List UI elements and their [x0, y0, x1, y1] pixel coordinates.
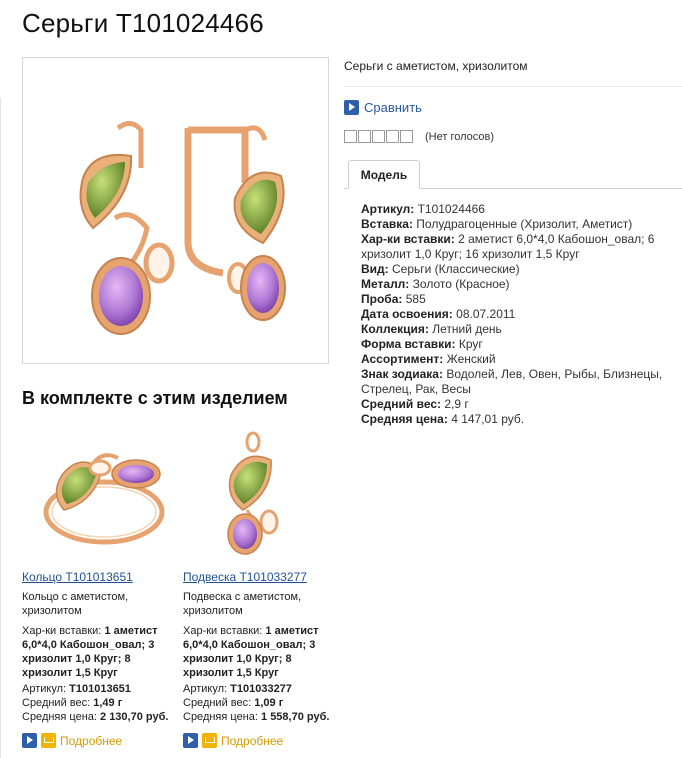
- rating-star-1[interactable]: [344, 130, 357, 143]
- spec-value: 08.07.2011: [456, 307, 516, 321]
- cart-icon[interactable]: [41, 733, 56, 748]
- spec-row: [361, 322, 671, 337]
- weight-label: Средний вес:: [183, 697, 252, 709]
- rating-star-3[interactable]: [372, 130, 385, 143]
- price-label: Средняя цена:: [183, 711, 258, 723]
- product-short-description: Серьги с аметистом, хризолитом: [344, 59, 528, 73]
- spec-value: 2 аметист 6,0*4,0 Кабошон_овал; 6 хризолит 1,0 Круг; 16 хризолит 1,5 Круг: [361, 232, 655, 261]
- spec-key: Знак зодиака:: [361, 367, 443, 381]
- spec-row: [361, 292, 671, 307]
- set-item-meta: [183, 682, 343, 724]
- insert-label: Хар-ки вставки:: [183, 625, 263, 637]
- spec-value: 4 147,01 руб.: [451, 412, 525, 426]
- page-title: Серьги Т101024466: [22, 8, 264, 38]
- price-value: 2 130,70 руб.: [100, 711, 169, 723]
- arrow-right-icon: [344, 100, 359, 115]
- spec-row: [361, 277, 671, 292]
- spec-key: Ассортимент:: [361, 352, 444, 366]
- spec-key: Вид:: [361, 262, 389, 276]
- rating-star-4[interactable]: [386, 130, 399, 143]
- set-item-link[interactable]: Подвеска Т101033277: [183, 570, 307, 584]
- set-item-link[interactable]: Кольцо Т101013651: [22, 570, 133, 584]
- spec-value: Полудрагоценные (Хризолит, Аметист): [416, 217, 633, 231]
- rating-star-5[interactable]: [400, 130, 413, 143]
- spec-value: Золото (Красное): [412, 277, 510, 291]
- spec-row: [361, 397, 671, 412]
- spec-key: Металл:: [361, 277, 410, 291]
- ring-image[interactable]: [22, 430, 177, 558]
- spec-value: Серьги (Классические): [392, 262, 520, 276]
- spec-value: 2,9 г: [444, 397, 469, 411]
- spec-value: Женский: [446, 352, 496, 366]
- spec-row: [361, 367, 671, 397]
- rating-star-2[interactable]: [358, 130, 371, 143]
- spec-value: Водолей, Лев, Овен, Рыбы, Близнецы, Стрелец, Рак, Весы: [361, 367, 663, 396]
- article-label: Артикул:: [183, 683, 228, 695]
- weight-label: Средний вес:: [22, 697, 91, 709]
- article-label: Артикул:: [22, 683, 67, 695]
- spec-row: [361, 307, 671, 322]
- earrings-image: [23, 58, 328, 363]
- spec-list: [361, 202, 671, 427]
- article-value: Т101013651: [69, 683, 131, 695]
- set-item-description: Кольцо с аметистом, хризолитом: [22, 591, 129, 617]
- spec-key: Артикул:: [361, 202, 415, 216]
- spec-row: [361, 232, 671, 262]
- details-link[interactable]: Подробнее: [221, 733, 284, 748]
- arrow-right-icon[interactable]: [183, 733, 198, 748]
- set-item-actions: [183, 733, 283, 748]
- votes-count: (Нет голосов): [425, 130, 495, 143]
- set-item-actions: [22, 733, 122, 748]
- arrow-right-icon[interactable]: [22, 733, 37, 748]
- article-value: Т101033277: [230, 683, 292, 695]
- insert-value: 1 аметист 6,0*4,0 Кабошон_овал; 3 хризолит 1,0 Круг; 8 хризолит 1,5 Круг: [22, 625, 158, 679]
- weight-value: 1,09 г: [254, 697, 284, 709]
- compare-button[interactable]: [344, 99, 422, 115]
- spec-key: Вставка:: [361, 217, 413, 231]
- set-item-insert: [22, 624, 172, 680]
- cart-icon[interactable]: [202, 733, 217, 748]
- set-item-meta: [22, 682, 182, 724]
- spec-key: Средняя цена:: [361, 412, 448, 426]
- compare-label[interactable]: Сравнить: [364, 99, 422, 115]
- spec-row: [361, 217, 671, 232]
- spec-value: Круг: [458, 337, 483, 351]
- spec-row: [361, 412, 671, 427]
- product-photo[interactable]: [22, 57, 329, 364]
- page-left-border: [0, 98, 1, 758]
- spec-key: Хар-ки вставки:: [361, 232, 455, 246]
- spec-row: [361, 262, 671, 277]
- spec-value: Летний день: [432, 322, 502, 336]
- tab-model[interactable]: Модель: [348, 160, 420, 189]
- spec-key: Дата освоения:: [361, 307, 453, 321]
- pendant-image[interactable]: [183, 430, 338, 558]
- spec-value: Т101024466: [417, 202, 485, 216]
- insert-label: Хар-ки вставки:: [22, 625, 102, 637]
- details-link[interactable]: Подробнее: [60, 733, 123, 748]
- rating-widget: [344, 130, 494, 143]
- insert-value: 1 аметист 6,0*4,0 Кабошон_овал; 3 хризолит 1,0 Круг; 8 хризолит 1,5 Круг: [183, 625, 319, 679]
- set-item-insert: [183, 624, 333, 680]
- set-item-description: Подвеска с аметистом, хризолитом: [183, 591, 302, 617]
- price-label: Средняя цена:: [22, 711, 97, 723]
- spec-value: 585: [405, 292, 426, 306]
- spec-row: [361, 202, 671, 217]
- price-value: 1 558,70 руб.: [261, 711, 330, 723]
- spec-key: Средний вес:: [361, 397, 442, 411]
- spec-key: Проба:: [361, 292, 403, 306]
- spec-key: Форма вставки:: [361, 337, 456, 351]
- spec-row: [361, 337, 671, 352]
- spec-row: [361, 352, 671, 367]
- set-section-title: В комплекте с этим изделием: [22, 388, 288, 408]
- divider: [344, 86, 682, 87]
- spec-key: Коллекция:: [361, 322, 429, 336]
- weight-value: 1,49 г: [93, 697, 123, 709]
